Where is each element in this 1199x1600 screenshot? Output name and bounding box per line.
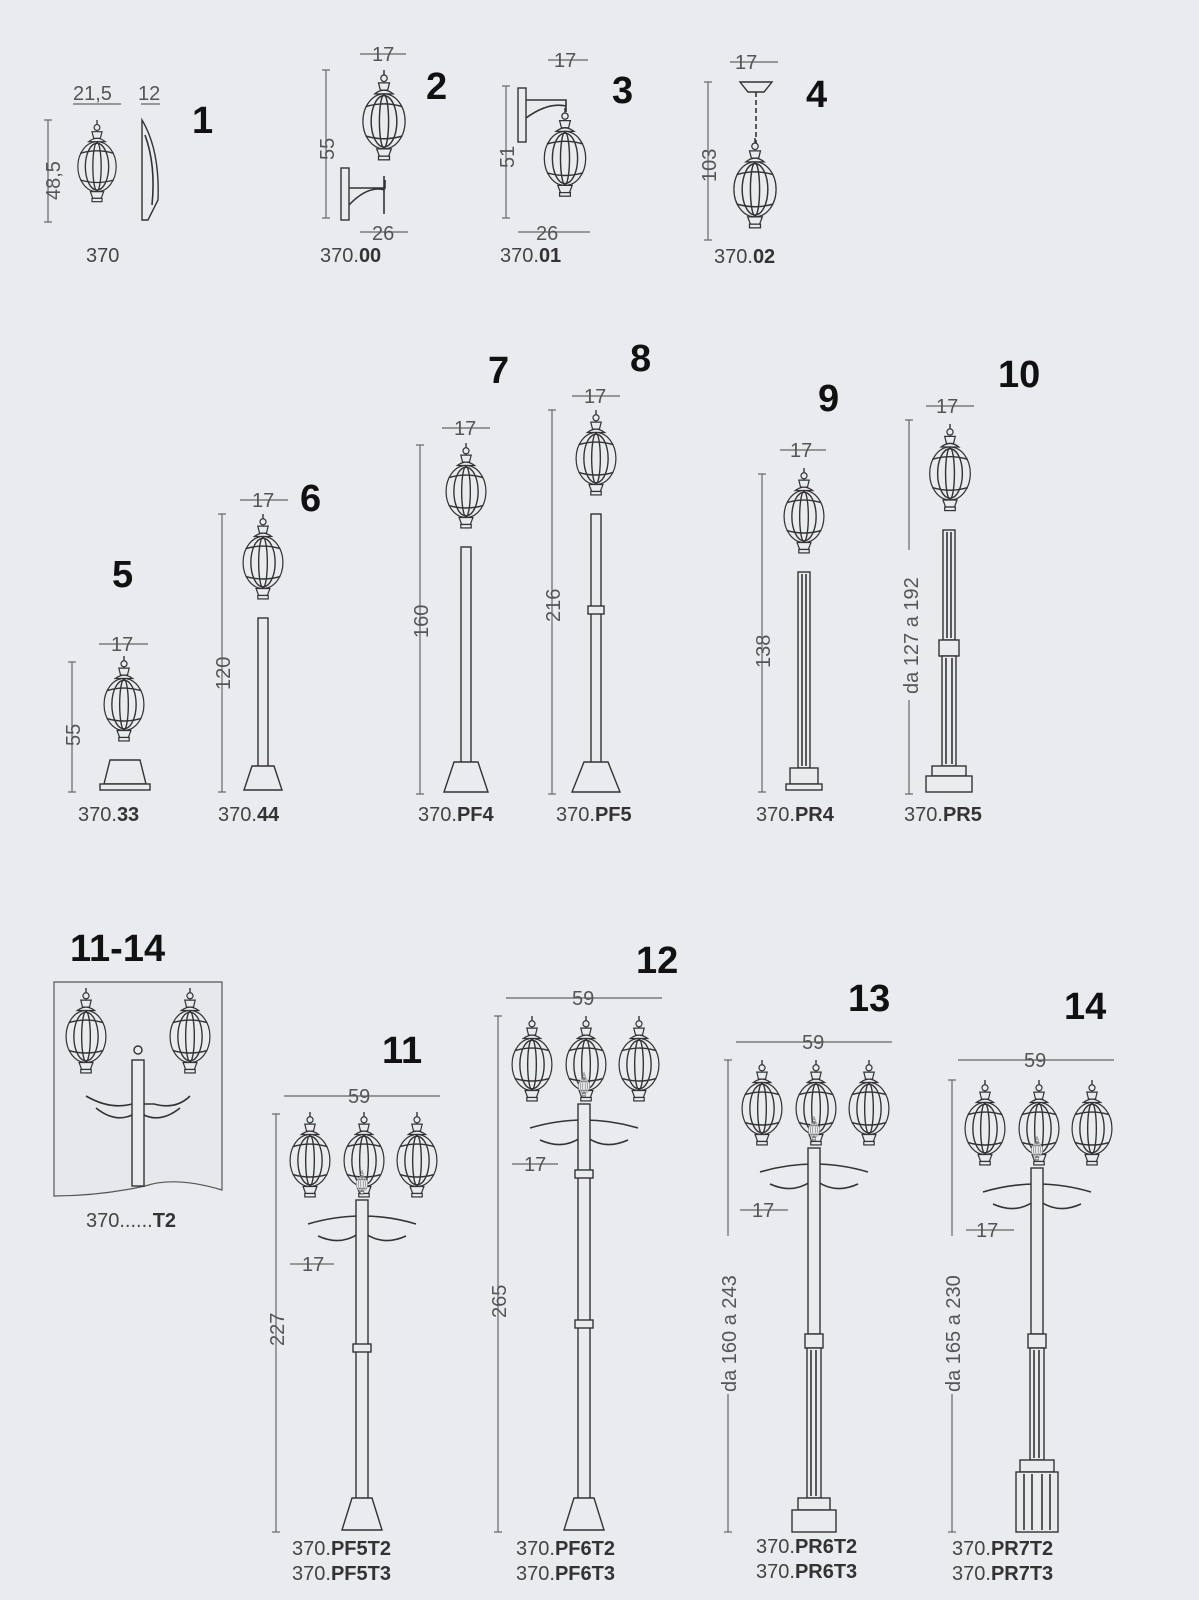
product-code-3: 370.01	[500, 245, 562, 267]
dim-height-2: 55	[317, 137, 339, 160]
dim-height-3: 51	[497, 145, 519, 168]
lamp-drawing-4	[734, 82, 776, 228]
dim-width-11: 17	[302, 1254, 325, 1276]
lamp-drawing-8	[572, 410, 620, 792]
product-number-11-14: 11-14	[70, 928, 166, 970]
dim-height-14: da 165 a 230	[943, 1275, 965, 1392]
dim-width-12: 17	[524, 1154, 547, 1176]
dim-height-6: 120	[213, 656, 235, 690]
product-number-10: 10	[998, 354, 1041, 396]
lamp-drawing-5	[100, 656, 150, 790]
lamp-drawing-6	[243, 514, 283, 790]
dim-width-9: 17	[790, 440, 813, 462]
product-code-11-14: 370......T2	[86, 1210, 177, 1232]
dim-height-8: 216	[543, 588, 565, 622]
dim-height-10: da 127 a 192	[901, 577, 923, 694]
dim-width-5: 17	[111, 634, 134, 656]
dim-projection-2: 26	[372, 223, 395, 245]
product-code-4: 370.02	[714, 246, 776, 268]
dim-width-8: 17	[584, 386, 607, 408]
lamp-drawing-3	[518, 88, 586, 196]
dim-span-11: 59	[348, 1086, 371, 1108]
dim-projection-3: 26	[536, 223, 559, 245]
dim-width-3: 17	[554, 50, 577, 72]
dim-width-6: 17	[252, 490, 275, 512]
dim-width-2: 17	[372, 44, 395, 66]
lamp-drawing-14	[965, 1080, 1112, 1532]
product-code-8: 370.PF5	[556, 804, 632, 826]
dim-height-9: 138	[753, 634, 775, 668]
dim-width-14: 17	[976, 1220, 999, 1242]
dim-width-4: 17	[735, 52, 758, 74]
product-number-9: 9	[818, 378, 840, 420]
product-number-14: 14	[1064, 986, 1107, 1028]
dim-width-13: 17	[752, 1200, 775, 1222]
dim-depth-1: 12	[138, 83, 161, 105]
product-number-12: 12	[636, 940, 679, 982]
product-number-2: 2	[426, 66, 448, 108]
product-code-1: 370	[86, 245, 120, 267]
dim-height-11: 227	[267, 1312, 289, 1346]
dim-width-10: 17	[936, 396, 959, 418]
lamp-drawing-1	[78, 120, 158, 220]
dim-span-14: 59	[1024, 1050, 1047, 1072]
dim-span-13: 59	[802, 1032, 825, 1054]
dim-span-12: 59	[572, 988, 595, 1010]
lamp-drawing-12	[512, 1016, 659, 1530]
product-code-10: 370.PR5	[904, 804, 982, 826]
product-code-11-b: 370.PF5T3	[292, 1563, 391, 1585]
dim-height-5: 55	[63, 723, 85, 746]
product-number-1: 1	[192, 100, 214, 142]
product-code-14-a: 370.PR7T2	[952, 1538, 1054, 1560]
lamp-drawing-11-14-detail	[54, 982, 222, 1196]
lamp-drawing-9	[784, 468, 824, 790]
product-number-13: 13	[848, 978, 891, 1020]
product-code-12-a: 370.PF6T2	[516, 1538, 615, 1560]
lamp-drawing-11	[290, 1112, 437, 1530]
lamp-drawing-10	[926, 424, 972, 792]
product-code-2: 370.00	[320, 245, 382, 267]
product-code-11-a: 370.PF5T2	[292, 1538, 391, 1560]
product-number-5: 5	[112, 554, 134, 596]
dim-width-1: 21,5	[73, 83, 112, 105]
product-number-6: 6	[300, 478, 322, 520]
product-code-12-b: 370.PF6T3	[516, 1563, 615, 1585]
lamp-drawing-13	[742, 1060, 889, 1532]
product-code-13-b: 370.PR6T3	[756, 1561, 858, 1583]
product-number-8: 8	[630, 338, 652, 380]
product-code-5: 370.33	[78, 804, 140, 826]
product-number-3: 3	[612, 70, 634, 112]
product-number-11: 11	[382, 1030, 423, 1072]
product-code-13-a: 370.PR6T2	[756, 1536, 858, 1558]
product-code-6: 370.44	[218, 804, 280, 826]
product-code-14-b: 370.PR7T3	[952, 1563, 1054, 1585]
product-number-4: 4	[806, 74, 828, 116]
lamp-drawing-7	[444, 443, 488, 792]
product-code-9: 370.PR4	[756, 804, 834, 826]
dim-height-13: da 160 a 243	[719, 1275, 741, 1392]
dim-height-4: 103	[699, 148, 721, 182]
lamp-drawing-2	[341, 70, 405, 220]
product-number-7: 7	[488, 350, 510, 392]
dim-height-1: 48,5	[43, 161, 65, 200]
dim-height-12: 265	[489, 1284, 511, 1318]
dim-height-7: 160	[411, 604, 433, 638]
product-code-7: 370.PF4	[418, 804, 494, 826]
dim-width-7: 17	[454, 418, 477, 440]
